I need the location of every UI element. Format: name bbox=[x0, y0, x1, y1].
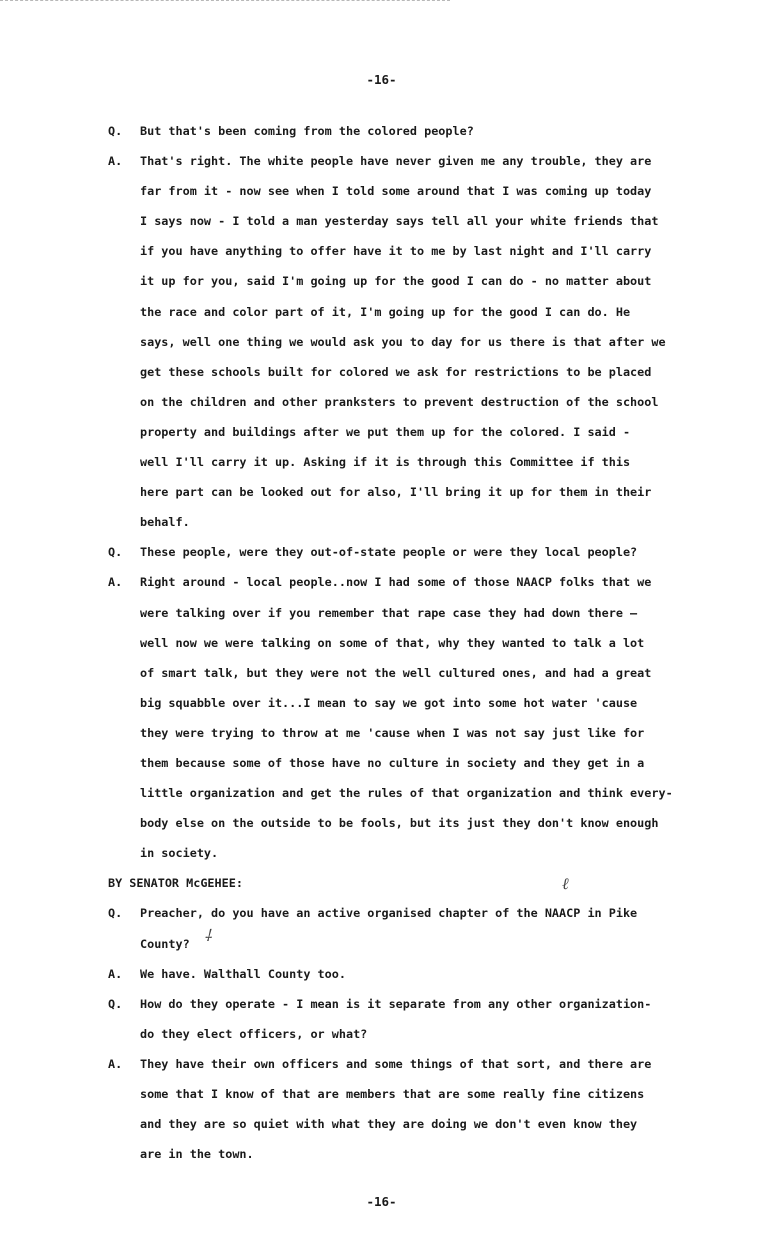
text-line: Right around - local people..now I had some of those NAACP folks that we bbox=[140, 575, 652, 590]
question-tag: Q. bbox=[108, 906, 123, 921]
text-line: some that I know of that are members that are some really fine citizens bbox=[140, 1087, 645, 1101]
text-line: We have. Walthall County too. bbox=[140, 966, 346, 981]
answer-tag: A. bbox=[108, 966, 123, 981]
question-block bbox=[108, 116, 708, 146]
text-line: says, well one thing we would ask you to day for us there is that after we bbox=[140, 334, 666, 349]
text-line: they were trying to throw at me 'cause when I was not say just like for bbox=[140, 725, 645, 740]
text-line: I says now - I told a man yesterday says tell all your white friends that bbox=[140, 214, 659, 229]
text-line: on the children and other pranksters to prevent destruction of the school bbox=[140, 394, 659, 409]
text-line: big squabble over it...I mean to say we got into some hot water 'cause bbox=[140, 695, 638, 710]
text-line: County? bbox=[140, 936, 190, 951]
text-line: behalf. bbox=[140, 515, 190, 530]
text-line: get these schools built for colored we ask for restrictions to be placed bbox=[140, 364, 652, 379]
question-tag: Q. bbox=[108, 545, 123, 560]
transcript-body bbox=[108, 116, 708, 1169]
text-line: body else on the outside to be fools, but its just they don't know enough bbox=[140, 816, 659, 831]
text-line: They have their own officers and some things of that sort, and there are bbox=[140, 1056, 652, 1071]
text-line: the race and color part of it, I'm going up for the good I can do. He bbox=[140, 304, 631, 319]
top-dashed-rule bbox=[0, 0, 450, 1]
text-line: Preacher, do you have an active organised chapter of the NAACP in Pike bbox=[140, 906, 638, 921]
text-line: if you have anything to offer have it to me by last night and I'll carry bbox=[140, 244, 652, 259]
text-line: But that's been coming from the colored people? bbox=[140, 124, 474, 138]
answer-block bbox=[108, 146, 708, 537]
text-line: of smart talk, but they were not the well cultured ones, and had a great bbox=[140, 665, 652, 680]
text-line: well I'll carry it up. Asking if it is through this Committee if this bbox=[140, 455, 631, 470]
question-tag: Q. bbox=[108, 124, 123, 138]
answer-tag: A. bbox=[108, 154, 123, 169]
question-tag: Q. bbox=[108, 996, 123, 1011]
question-block bbox=[108, 537, 708, 567]
answer-tag: A. bbox=[108, 1056, 123, 1071]
text-line: well now we were talking on some of that, why they wanted to talk a lot bbox=[140, 635, 645, 650]
handwritten-mark: ⸸ bbox=[204, 926, 212, 945]
text-line: How do they operate - I mean is it separate from any other organization- bbox=[140, 996, 652, 1011]
answer-block bbox=[108, 1049, 708, 1169]
section-heading: BY SENATOR McGEHEE: bbox=[108, 876, 243, 891]
text-line: them because some of those have no culture in society and they get in a bbox=[140, 755, 645, 770]
text-line: do they elect officers, or what? bbox=[140, 1026, 368, 1041]
text-line: were talking over if you remember that rape case they had down there — bbox=[140, 605, 638, 620]
text-line: in society. bbox=[140, 846, 219, 861]
answer-block bbox=[108, 959, 708, 989]
text-line: and they are so quiet with what they are doing we don't even know they bbox=[140, 1117, 638, 1132]
text-line: are in the town. bbox=[140, 1147, 254, 1162]
page-number-bottom: -16- bbox=[366, 1194, 397, 1209]
text-line: it up for you, said I'm going up for the good I can do - no matter about bbox=[140, 274, 652, 289]
page-number-top: -16- bbox=[366, 72, 397, 87]
text-line: here part can be looked out for also, I'll bring it up for them in their bbox=[140, 485, 652, 500]
answer-tag: A. bbox=[108, 575, 123, 590]
text-line: property and buildings after we put them up for the colored. I said - bbox=[140, 424, 631, 439]
handwritten-mark: ℓ bbox=[562, 874, 569, 893]
question-block bbox=[108, 989, 708, 1049]
text-line: little organization and get the rules of that organization and think every- bbox=[140, 786, 673, 801]
question-block bbox=[108, 898, 708, 958]
answer-block bbox=[108, 567, 708, 868]
text-line: far from it - now see when I told some around that I was coming up today bbox=[140, 184, 652, 199]
text-line: These people, were they out-of-state people or were they local people? bbox=[140, 545, 638, 560]
text-line: That's right. The white people have never given me any trouble, they are bbox=[140, 154, 652, 169]
